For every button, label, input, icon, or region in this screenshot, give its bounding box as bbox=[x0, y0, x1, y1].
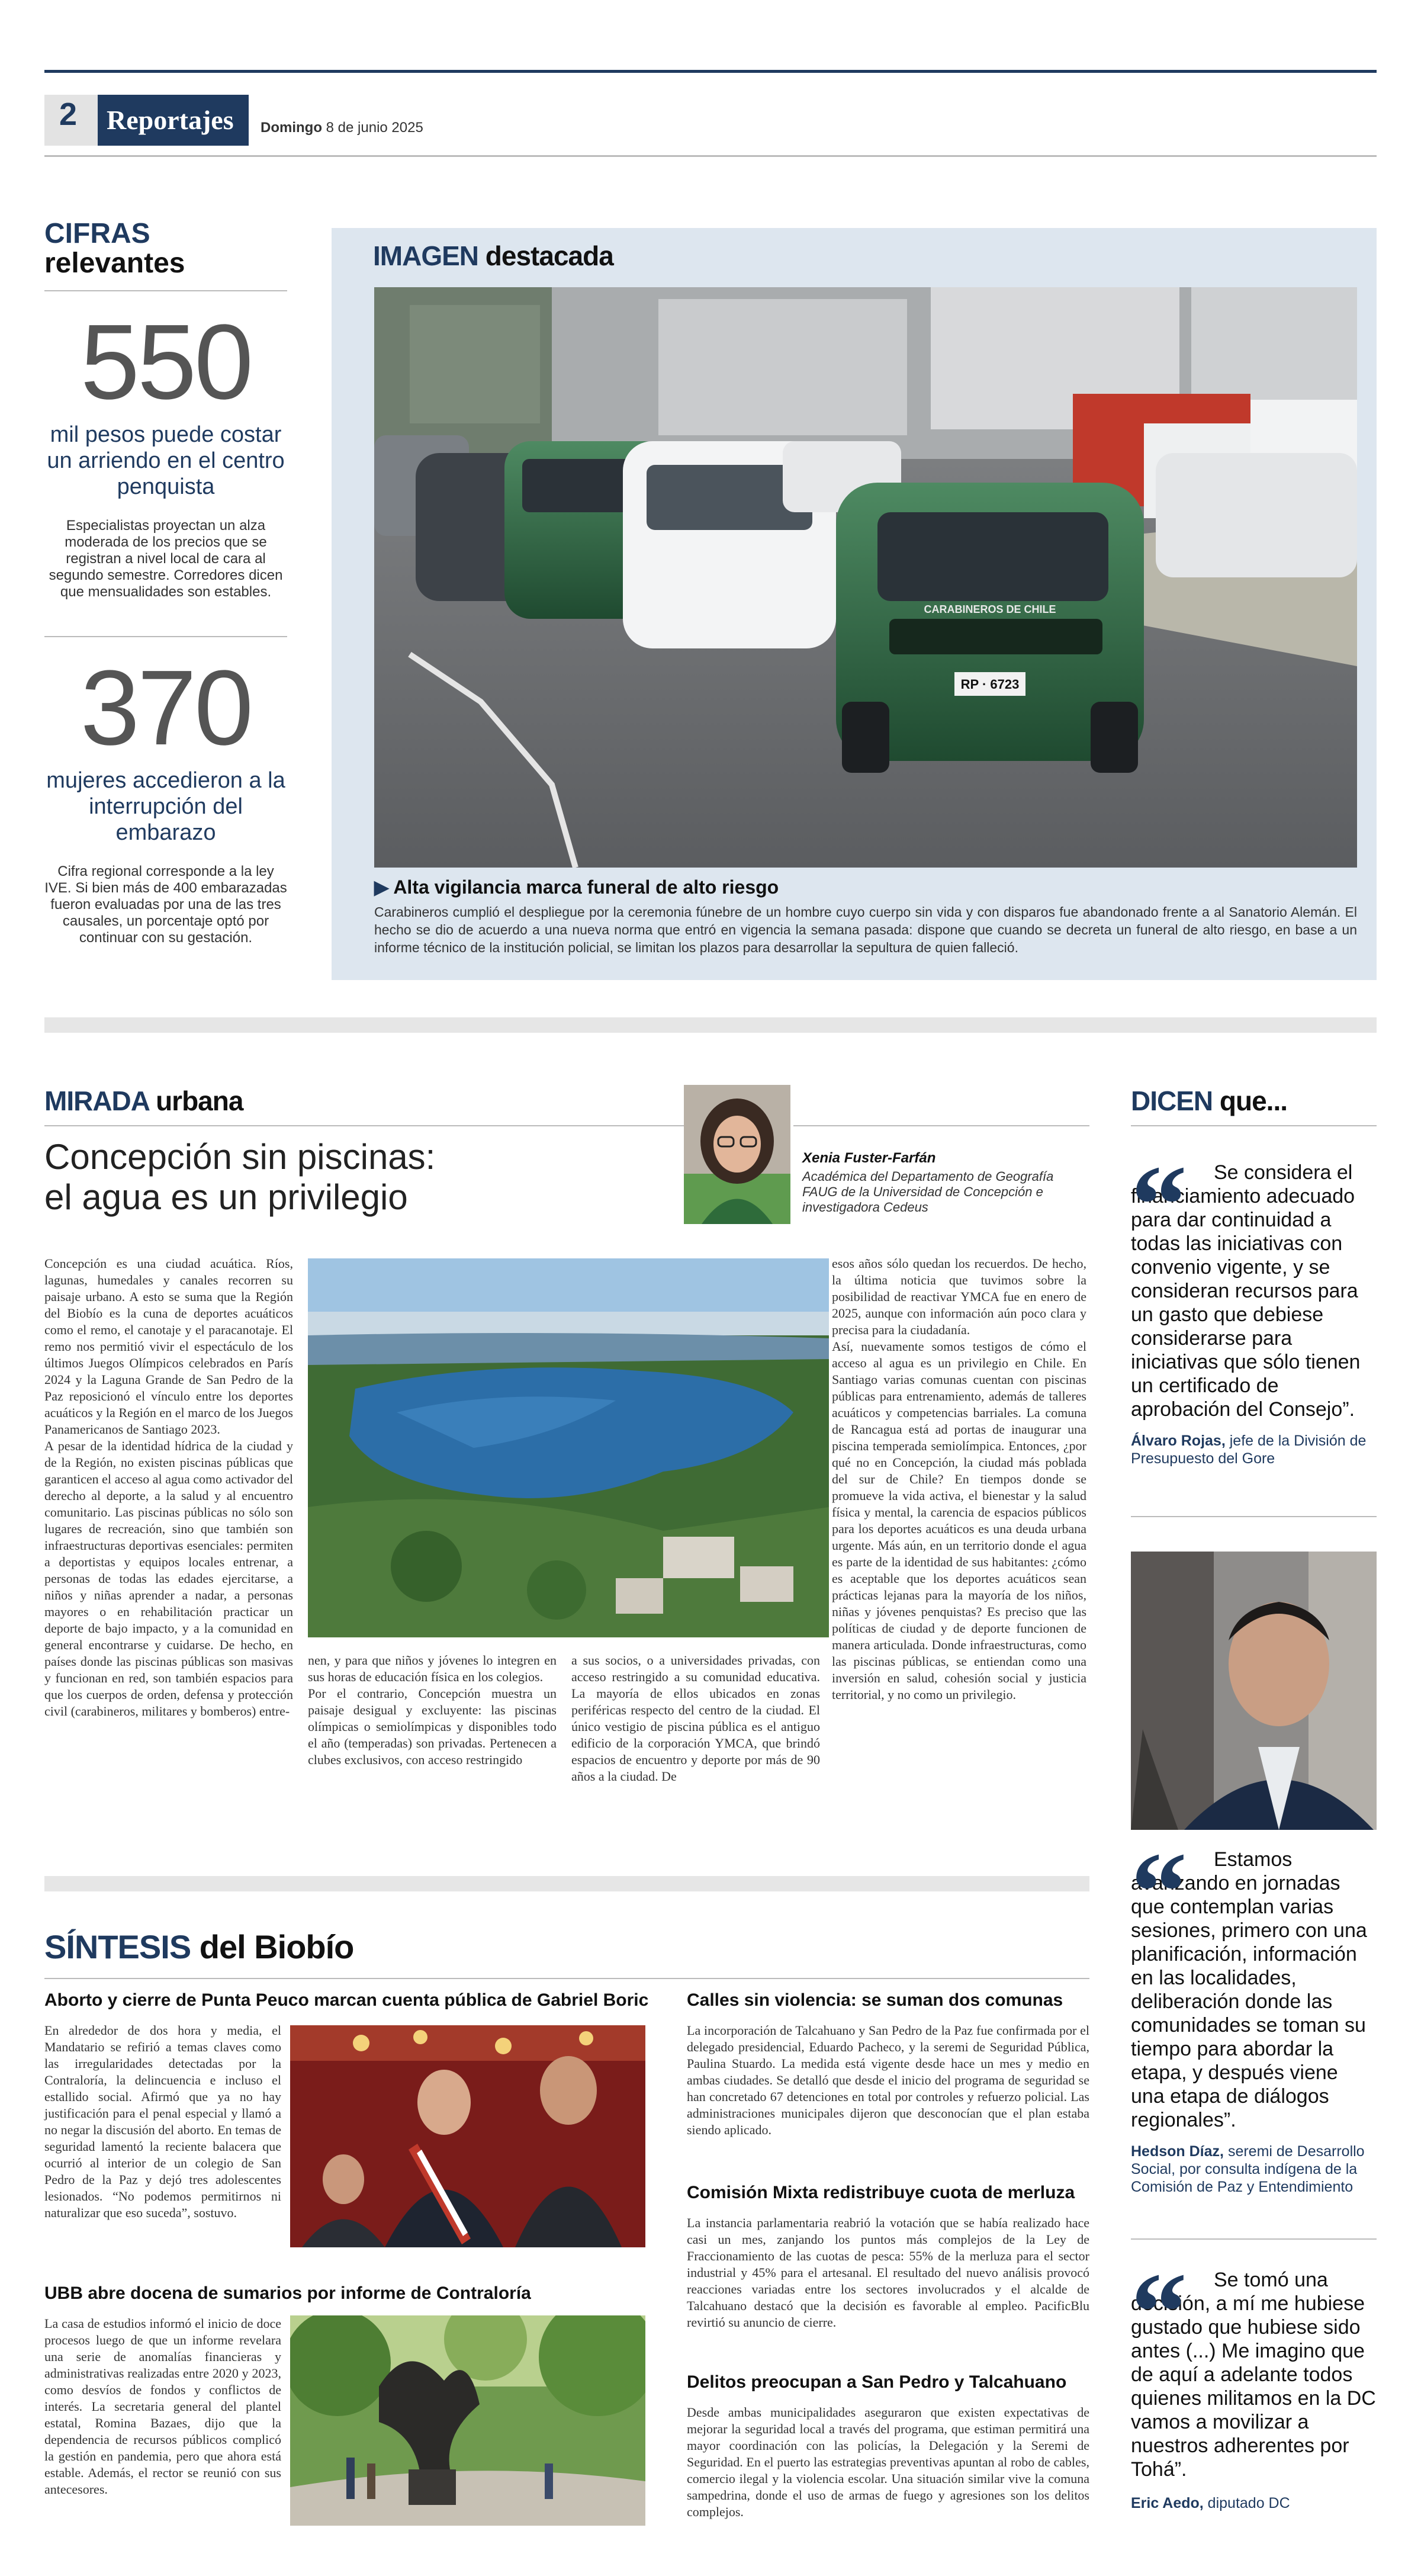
ubb-photo bbox=[290, 2315, 645, 2526]
quote-author bbox=[1131, 1432, 1377, 1467]
cifras-title bbox=[44, 219, 287, 278]
speaker-photo bbox=[1131, 1552, 1377, 1830]
boric-photo bbox=[290, 2025, 645, 2247]
sintesis-band bbox=[44, 1876, 1089, 1891]
cifra-number: 370 bbox=[80, 648, 252, 767]
section-band bbox=[44, 1017, 1377, 1033]
ubb-photo-art bbox=[290, 2315, 645, 2526]
author-info bbox=[802, 1150, 1086, 1215]
quote-mark-icon: “ bbox=[1131, 1830, 1187, 1954]
column-text-1: Concepción es una ciudad acuática. Ríos, lagunas, humedales y canales recorren su paisaje urbano. A esto se suma que la Región del Biobío es la cuna de deportes acuáticos como el remo, el canotaje y el paracanotaje. El remo nos permitió vivir el espectáculo de los últimos Juegos Olímpicos celebrados en París 2024 y la Laguna Grande de San Pedro de la Paz reposicionó el vínculo entre los deportes acuáticos y la Región en el marco de los Juegos Panamericanos de Santiago 2023. A pesar de la identidad hídrica de la ciudad y de la Región, no existen piscinas públicas que garanticen el acceso al agua como activador del derecho al deporte, a la salud y al encuentro comunitario. Las piscinas públicas no sólo son lugares de recreación, sino que también son infraestructuras deportivas esenciales: permiten a deportistas y equipos locales entrenar, a personas de todas las edades ejercitarse, a niños y niñas aprender a nadar, a personas mayores o en rehabilitación practicar un deporte de bajo impacto, y a la comunidad en general encontrarse y cuidarse. De hecho, en países donde las piscinas públicas son masivas y funcionan en red, son también espacios para que los cuerpos de orden, defensa y protección civil (carabineros, militares y bomberos) entre- bbox=[44, 1256, 293, 1719]
cifra-label: mujeres accedieron a la interrupción del embarazo bbox=[46, 768, 285, 845]
cifras-title-a: CIFRAS bbox=[44, 218, 150, 249]
quote-block bbox=[1131, 1143, 1377, 1467]
cifra-description: Especialistas proyectan un alza moderada de los precios que se registran a nivel local de cara al segundo semestre. Corredores dicen que mensualidades son estables. bbox=[49, 518, 283, 600]
imagen-title-a: IMAGEN bbox=[373, 240, 478, 271]
dicen-title-rule bbox=[1131, 1125, 1377, 1126]
section-name: Reportajes bbox=[107, 105, 234, 135]
mirada-title-rule bbox=[44, 1125, 684, 1126]
news-title: UBB abre docena de sumarios por informe de Contraloría bbox=[44, 2283, 531, 2303]
mirada-title-a: MIRADA bbox=[44, 1085, 149, 1116]
issue-date-day: Domingo bbox=[261, 120, 322, 136]
boric-photo-art bbox=[290, 2025, 645, 2247]
cifra-description: Cifra regional corresponde a la ley IVE. Si bien más de 400 embarazadas fueron evaluadas por una de las tres causales, un porcentaje optó por continuar con su gestación. bbox=[44, 863, 287, 946]
dicen-title-b: que... bbox=[1219, 1085, 1288, 1116]
lagoon-photo-art bbox=[308, 1258, 829, 1637]
quote-author bbox=[1131, 2143, 1377, 2196]
news-text: La casa de estudios informó el inicio de doce procesos luego de que un informe revelara una serie de anomalías financieras y administrativas realizadas entre 2020 y 2023, como desvíos de fondos y conflictos de interés. La secretaria general del plantel estatal, Romina Bazaes, dijo que la dependencia de recursos públicos complicó la gestión en pandemia, pero que ahora está estable. Además, el rector se reunió con sus antecesores. bbox=[44, 2316, 281, 2497]
author-role: Académica del Departamento de Geografía FAUG de la Universidad de Concepción e investigadora Cedeus bbox=[802, 1169, 1054, 1215]
news-text: La incorporación de Talcahuano y San Pedro de la Paz fue confirmada por el delegado presidencial, Eduardo Pacheco, y la seremi de Seguridad Pública, Paulina Stuardo. La medida está vigente desde hace un mes y medio en ambas ciudades. Se detalló que desde el inicio del programa de seguridad se han concretado 67 detenciones en total por controles y refuerzo policial. Las administraciones municipales dijeron que desconocían que el plan estaba siendo aplicado. bbox=[687, 2023, 1089, 2137]
sintesis-title bbox=[44, 1928, 353, 1966]
quote-block bbox=[1131, 1830, 1377, 2196]
mirada-title-b: urbana bbox=[156, 1085, 243, 1116]
column-text-3: a sus socios, o a universidades privadas, con acceso restringido a su comunidad educativa. La mayoría de ellos ubicados en zonas periféricas respecto del centro de la ciudad. El único vestigio de piscina pública es el antiguo edificio de la corporación YMCA, que brindó espacios de encuentro y deporte por más de 90 años a la ciudad. De bbox=[571, 1653, 820, 1784]
quote-author-name: Eric Aedo, bbox=[1131, 2495, 1204, 2511]
headline-line-1: Concepción sin piscinas: bbox=[44, 1137, 436, 1177]
sintesis-title-rule bbox=[44, 1978, 1089, 1979]
news-text: La instancia parlamentaria reabrió la votación que se había realizado hace casi un mes, zanjando los puntos más complejos de la Ley de Fraccionamiento de las cuotas de pesca: 55% de la merluza para el sector industrial y 45% para el artesanal. El resultado del nuevo análisis provocó reacciones variadas entre los sectores involucrados y el alcalde de Talcahuano destacó que la decisión es favorable al empleo. PacificBlu revirtió su anuncio de cierre. bbox=[687, 2215, 1089, 2330]
news-title: Delitos preocupan a San Pedro y Talcahuano bbox=[687, 2372, 1067, 2392]
quote-author bbox=[1131, 2494, 1377, 2512]
quote-text: Se considera el financiamiento adecuado para dar continuidad a todas las iniciativas con convenio vigente, y se consideran recursos para un gasto que debiese considerarse para iniciativas que sólo tienen un certificado de aprobación del Consejo”. bbox=[1131, 1161, 1361, 1421]
caption-title-text: Alta vigilancia marca funeral de alto riesgo bbox=[393, 876, 779, 898]
patrol-car-text: CARABINEROS DE CHILE bbox=[924, 603, 1056, 615]
cifras-title-b: relevantes bbox=[44, 248, 185, 279]
patrol-car-plate: RP · 6723 bbox=[960, 677, 1020, 692]
featured-photo-art bbox=[374, 287, 1357, 868]
quote-author-role: jefe de la División de Presupuesto del Gore bbox=[1131, 1432, 1367, 1467]
author-name: Xenia Fuster-Farfán bbox=[802, 1150, 936, 1166]
author-photo-art bbox=[684, 1085, 790, 1224]
dicen-title bbox=[1131, 1085, 1287, 1117]
sintesis-title-b: del Biobío bbox=[199, 1928, 354, 1965]
quote-block bbox=[1131, 2250, 1377, 2512]
news-title: Calles sin violencia: se suman dos comunas bbox=[687, 1990, 1063, 2010]
headline-line-2: el agua es un privilegio bbox=[44, 1177, 408, 1217]
quote-mark-icon: “ bbox=[1131, 2250, 1187, 2375]
cifras-section bbox=[44, 219, 287, 971]
news-text: En alrededor de dos hora y media, el Mandatario se refirió a temas claves como las irregularidades detectadas por la Contraloría, la delincuencia e incluso el estallido social. Afirmó que ya no hay justificación para el penal especial y llamó a no negar la discusión del aborto. En temas de seguridad lamentó la reciente balacera que ocurrió al interior de un colegio de San Pedro de la Paz y dejó tres adolescentes lesionados. “No podemos permitirnos ni naturalizar que eso suceda”, sostuvo. bbox=[44, 2023, 281, 2220]
cifras-divider bbox=[44, 636, 287, 637]
header-top-rule bbox=[44, 70, 1377, 73]
featured-caption-text: Carabineros cumplió el despliegue por la ceremonia fúnebre de un hombre cuyo cuerpo sin vida y con disparos fue abandonado frente a al Sanatorio Alemán. El hecho se dio de acuerdo a una nueva norma que entró en vigencia la semana pasada: dispone que cuando se decreta un funeral de alto riesgo, en base a un informe técnico de la institución policial, se limitan los plazos para desarrollar la sepultura de quien falleció. bbox=[374, 904, 1357, 955]
news-text: Desde ambas municipalidades aseguraron que existen expectativas de mejorar la seguridad local a través del programa, que estiman permitirá una mayor coordinación con las policías, la Delegación y la Seremi de Seguridad. En el puerto las estrategias preventivas apuntan al robo de cables, comercio ilegal y la violencia escolar. Una situación similar vive la comuna sampedrina, donde el uso de armas de fuego y agresiones son los delitos complejos. bbox=[687, 2405, 1089, 2519]
page-number: 2 bbox=[59, 97, 78, 132]
speaker-photo-art bbox=[1131, 1552, 1377, 1830]
cifra-label: mil pesos puede costar un arriendo en el centro penquista bbox=[47, 422, 285, 499]
imagen-title-b: destacada bbox=[485, 240, 613, 271]
quote-author-name: Álvaro Rojas, bbox=[1131, 1432, 1226, 1449]
featured-photo bbox=[374, 287, 1357, 868]
cifras-title-rule bbox=[44, 290, 287, 291]
news-title: Comisión Mixta redistribuye cuota de merluza bbox=[687, 2183, 1075, 2202]
issue-date-rest: 8 de junio 2025 bbox=[326, 120, 423, 136]
caption-arrow-icon: ▶ bbox=[374, 876, 389, 898]
imagen-title bbox=[373, 240, 613, 272]
quote-author-role: diputado DC bbox=[1207, 2495, 1290, 2511]
quote-mark-icon: “ bbox=[1131, 1143, 1187, 1267]
column-text-2: nen, y para que niños y jóvenes lo integren en sus horas de educación física en los colegios. Por el contrario, Concepción muestra un paisaje desigual y excluyente: las piscinas olímpicas o semiolímpicas y disponibles todo el año (temperadas) son privadas. Pertenecen a clubes exclusivos, con acceso restringido bbox=[308, 1653, 557, 1767]
author-photo bbox=[684, 1085, 790, 1224]
column-text-4: esos años sólo quedan los recuerdos. De hecho, la última noticia que tuvimos sobre la posibilidad de reactivar YMCA fue en enero de 2025, aunque con información aún poco clara y precisa para la ciudadanía. Así, nuevamente somos testigos de cómo el acceso al agua es un privilegio en Chile. En Santiago varias comunas cuentan con piscinas públicas para entrenamiento, además de talleres acuáticos y competencias barriales. La comuna de Rancagua está ad portas de inaugurar una piscina temperada semiolímpica. Entonces, ¿por qué no en Concepción, la ciudad más poblada del sur de Chile? En tiempos donde se promueve la vida activa, el bienestar y la salud física y mental, la carencia de espacios públicos para los deportes acuáticos es una deuda urbana urgente. Más aún, en un territorio donde el agua es parte de la identidad de sus habitantes: ¿cómo es aceptable que los deportes acuáticos sean prácticas lejanas para la mayoría de los niños, niñas y jóvenes penquistas? Es preciso que las políticas de ciudad y de deporte funcionen de manera articulada. Donde infraestructuras, como las piscinas públicas, se entiendan como una inversión en salud, cohesión social y justicia territorial, y no como un privilegio. bbox=[832, 1256, 1086, 1702]
cifra-number: 550 bbox=[80, 303, 252, 422]
sintesis-title-a: SÍNTESIS bbox=[44, 1928, 191, 1965]
quote-text: Se tomó una decisión, a mí me hubiese gustado que hubiese sido antes (...) Me imagino que de aquí a adelante todos quienes militamos en la DC vamos a movilizar a nuestros adherentes por Tohá”. bbox=[1131, 2269, 1376, 2481]
column-headline bbox=[44, 1137, 435, 1218]
dicen-divider bbox=[1131, 1516, 1377, 1517]
quote-author-name: Hedson Díaz, bbox=[1131, 2143, 1224, 2160]
dicen-title-a: DICEN bbox=[1131, 1085, 1213, 1116]
mirada-title-rule-right bbox=[793, 1125, 1089, 1126]
dicen-divider bbox=[1131, 2238, 1377, 2240]
mirada-title bbox=[44, 1085, 243, 1117]
news-title: Aborto y cierre de Punta Peuco marcan cuenta pública de Gabriel Boric bbox=[44, 1990, 649, 2010]
lagoon-photo bbox=[308, 1258, 829, 1637]
quote-text: Estamos avanzando en jornadas que contemplan varias sesiones, primero con una planificación, información en las localidades, deliberación donde las comunidades se toman su tiempo para abordar la etapa, y después viene una etapa de diálogos regionales”. bbox=[1131, 1848, 1367, 2131]
quote-author-role: seremi de Desarrollo Social, por consulta indígena de la Comisión de Paz y Entendimiento bbox=[1131, 2143, 1365, 2195]
issue-date bbox=[261, 120, 423, 136]
featured-caption-title bbox=[374, 876, 779, 898]
header-bottom-rule bbox=[44, 155, 1377, 157]
